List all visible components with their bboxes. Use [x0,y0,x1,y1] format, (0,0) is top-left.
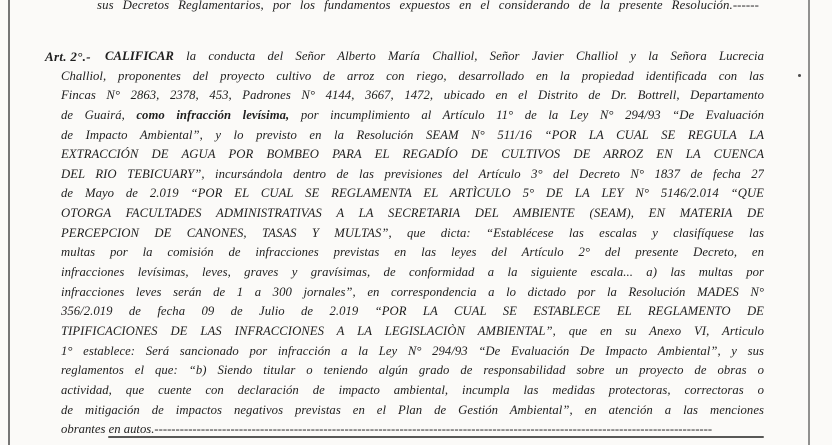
text-line: de Guairá, como infracción levísima, por incumplimiento al Artículo 11° de la Ley N° 294/93 “De Evaluación [61,107,764,122]
text-line: reglamentos el que: “b) Siendo titular o teniendo algún grado de responsabilidad sobre un proyecto de obras o [61,363,764,378]
text-line: actividad, que cuente con declaración de impacto ambiental, incumpla las medidas protectoras, correctoras o [61,382,764,397]
text-line: EXTRACCIÓN DE AGUA POR BOMBEO PARA EL REGADÍO DE CULTIVOS DE ARROZ EN LA CUENCA [61,147,764,162]
text-line: Fincas N° 2863, 2378, 453, Padrones N° 4144, 3667, 1472, ubicado en el Distrito de Dr. Bottrell, Departamento [61,88,764,103]
text-line: multas por la comisión de infracciones previstas en las leyes del Artículo 2° del presente Decreto, en [61,245,764,260]
text-line: 356/2.019 de fecha 09 de Julio de 2.019 “POR LA CUAL SE ESTABLECE EL REGLAMENTO DE [61,304,764,319]
scan-right-edge-line [808,0,810,445]
top-partial-line: sus Decretos Reglamentarios, por los fundamentos expuestos en el considerando de la presente Resolución.------ [97,0,759,12]
text-line: TIPIFICACIONES DE LAS INFRACCIONES A LA LEGISLACIÒN AMBIENTAL”, que en su Anexo VI, Articulo [61,323,764,338]
text-line: OTORGA FACULTADES ADMINISTRATIVAS A LA SECRETARIA DEL AMBIENTE (SEAM), EN MATERIA DE [61,206,764,221]
article-label: Art. 2°.- [45,49,91,64]
text-line: infracciones levísimas, leves, graves y gravísimas, de conformidad a la siguiente escala... a) las multas por [61,265,764,280]
text-line: de Impacto Ambiental”, y lo previsto en la Resolución SEAM N° 511/16 “POR LA CUAL SE REGULA LA [61,127,764,142]
bottom-rule [108,436,764,438]
scan-left-edge-line [8,0,10,445]
article-body [61,47,764,440]
text-line: de Mayo de 2.019 “POR EL CUAL SE REGLAMENTA EL ARTÌCULO 5° DE LA LEY N° 5146/2.014 “QUE [61,186,764,201]
text-line: de mitigación de impactos negativos previstas en el Plan de Gestión Ambiental”, en atención a las menciones [61,402,764,417]
text-line: CALIFICAR la conducta del Señor Alberto María Challiol, Señor Javier Challiol y la Señora Lucrecia [105,49,764,63]
scan-artifact-dot [798,74,801,77]
text-line: infracciones leves serán de 1 a 300 jornales”, en correspondencia a lo dictado por la Resolución MADES N° [61,284,764,299]
text-line: obrantes en autos.------------------------------------------------------------------------------------------------------------------------------------ [61,422,713,437]
text-line: 1° establece: Será sancionado por infracción a la Ley N° 294/93 “De Evaluación De Impacto Ambiental”, y sus [61,343,764,358]
text-line: DEL RIO TEBICUARY”, incursándola dentro de las previsiones del Artículo 3° del Decreto N° 1837 de fecha 27 [61,166,764,181]
text-line: Challiol, proponentes del proyecto cultivo de arroz con riego, desarrollado en la propiedad identificada con las [61,68,764,83]
text-line: PERCEPCION DE CANONES, TASAS Y MULTAS”, que dicta: “Establécese las escalas y clasifíquese las [61,225,764,240]
